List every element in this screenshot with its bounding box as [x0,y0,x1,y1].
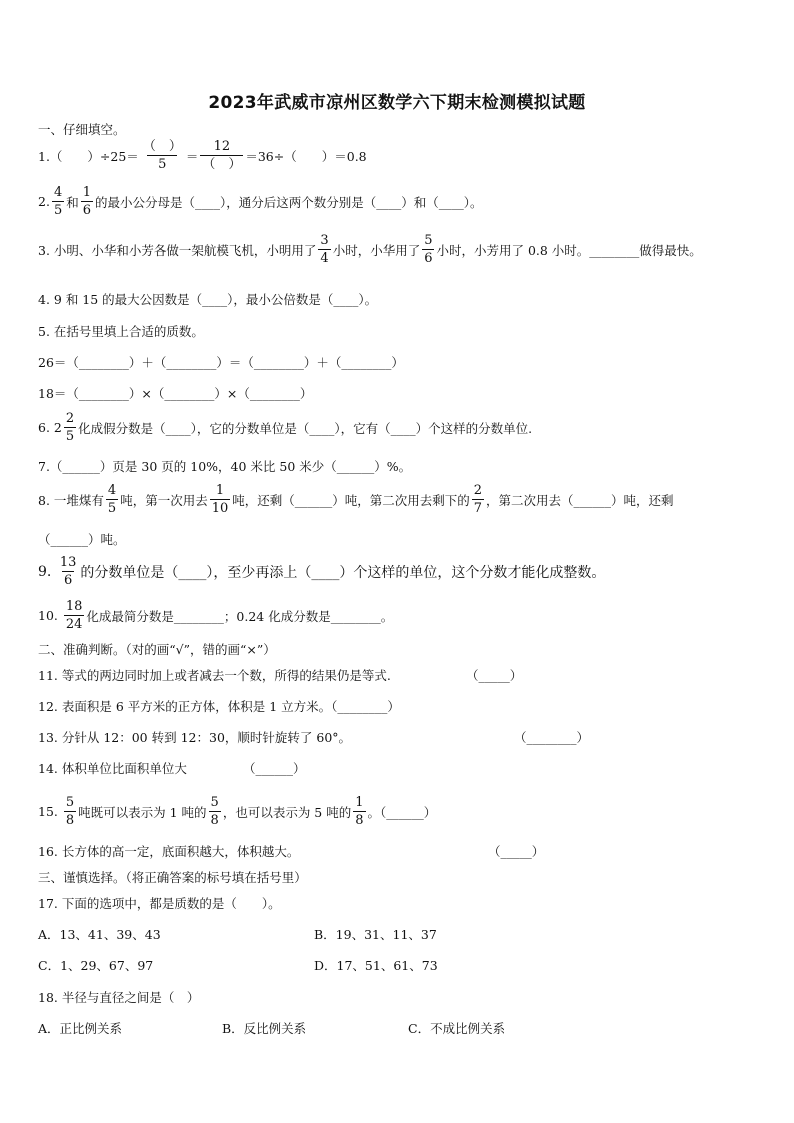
question-7: 7.（______）页是 30 页的 10%，40 米比 50 米少（______）%。 [38,459,412,474]
question-4: 4. 9 和 15 的最大公因数是（____），最小公倍数是（____）。 [38,292,378,307]
question-2: 2. $\frac{4}{5}$ 和 $\frac{1}{6}$ 的最小公分母是（____），通分后这两个数分别是（____）和（____）。 [38,185,483,218]
option-b: B．19、31、11、37 [314,927,437,942]
fraction: $\frac{5}{8}$ [210,795,219,828]
answer-blank: （______） [243,761,306,776]
fraction: $\frac{13}{6}$ [59,555,77,588]
option-c: C．1、29、67、97 [38,958,154,973]
fraction: $\frac{1}{10}$ [211,483,229,516]
fraction: $\frac{12}{( )}$ [202,139,242,172]
option-d: D．17、51、61、73 [314,958,438,973]
question-8: 8. 一堆煤有 $\frac{4}{5}$ 吨，第一次用去 $\frac{1}{10}$ 吨，还剩（______）吨，第二次用去剩下的 $\frac{2}{7}$ ，第二次用去（______）吨，还剩 [38,483,674,516]
option-b: B．反比例关系 [222,1021,307,1036]
fraction: $\frac{2}{7}$ [473,483,483,516]
question-14: 14. 体积单位比面积单位大 [38,761,187,776]
option-c: C．不成比例关系 [408,1021,506,1036]
question-6: 6. 2 $\frac{2}{5}$ 化成假分数是（____），它的分数单位是（____），它有（____）个这样的分数单位. [38,411,533,444]
fraction: $\frac{18}{24}$ [65,599,83,632]
fraction: $\frac{1}{8}$ [355,795,364,828]
question-18: 18. 半径与直径之间是（ ） [38,990,200,1005]
fraction: $\frac{4}{5}$ [53,185,63,218]
option-a: A．13、41、39、43 [38,927,161,942]
fraction: $\frac{( )}{5}$ [142,139,182,172]
fraction: $\frac{3}{4}$ [320,233,329,266]
section-heading-3: 三、谨慎选择。（将正确答案的标号填在括号里） [38,870,307,885]
question-9: 9. $\frac{13}{6}$ 的分数单位是（____），至少再添上（____）个这样的单位，这个分数才能化成整数。 [38,555,606,588]
answer-blank: （_____） [488,844,545,859]
question-5: 5. 在括号里填上合适的质数。 [38,324,204,339]
answer-blank: （________） [514,730,590,745]
question-15: 15. $\frac{5}{8}$ 吨既可以表示为 1 吨的 $\frac{5}{8}$ ，也可以表示为 5 吨的 $\frac{1}{8}$ 。（______） [38,795,437,828]
question-13: 13. 分针从 12：00 转到 12：30，顺时针旋转了 60°。 [38,730,352,745]
answer-blank: （_____） [466,668,523,683]
question-16: 16. 长方体的高一定，底面积越大，体积越大。 [38,844,300,859]
question-17: 17. 下面的选项中，都是质数的是（ ）。 [38,896,281,911]
question-10: 10. $\frac{18}{24}$ 化成最简分数是________；0.24 化成分数是________。 [38,599,394,632]
question-5-line-b: 18＝（________）×（________）×（________） [38,386,313,401]
fraction: $\frac{5}{6}$ [424,233,433,266]
fraction: $\frac{2}{5}$ [65,411,75,444]
page-title: 2023年武威市凉州区数学六下期末检测模拟试题 [208,93,586,113]
fraction: $\frac{1}{6}$ [82,185,92,218]
question-11: 11. 等式的两边同时加上或者减去一个数，所得的结果仍是等式. [38,668,391,683]
question-8-cont: （______）吨。 [38,532,126,547]
question-1: 1.（ ）÷25＝ $\frac{( )}{5}$ ＝ $\frac{12}{( )}$ ＝36÷（ ）＝0.8 [38,139,367,172]
question-3: 3. 小明、小华和小芳各做一架航模飞机，小明用了 $\frac{3}{4}$ 小时，小华用了 $\frac{5}{6}$ 小时，小芳用了 0.8 小时。________做得最快。 [38,233,702,266]
section-heading-1: 一、仔细填空。 [38,122,126,137]
section-heading-2: 二、准确判断。（对的画“√”，错的画“×”） [38,642,276,657]
fraction: $\frac{5}{8}$ [65,795,75,828]
option-a: A．正比例关系 [38,1021,123,1036]
question-5-line-a: 26＝（________）＋（________）＝（________）＋（________） [38,355,404,370]
fraction: $\frac{4}{5}$ [107,483,117,516]
question-12: 12. 表面积是 6 平方米的正方体，体积是 1 立方米。（________） [38,699,400,714]
